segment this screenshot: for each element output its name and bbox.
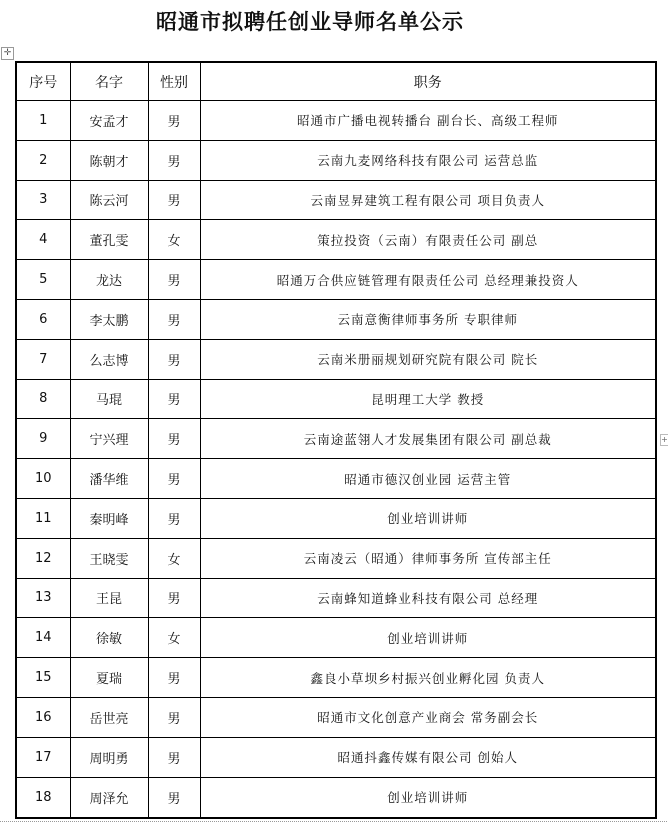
- cell-position: 鑫良小草坝乡村振兴创业孵化园 负责人: [200, 658, 656, 698]
- cell-position: 昭通万合供应链管理有限责任公司 总经理兼投资人: [200, 260, 656, 300]
- cell-index: 13: [16, 578, 70, 618]
- cell-gender: 男: [148, 777, 200, 818]
- cell-position: 云南昱昇建筑工程有限公司 项目负责人: [200, 180, 656, 220]
- table-row: [16, 260, 656, 300]
- cell-index: 12: [16, 538, 70, 578]
- cell-position: 云南蜂知道蜂业科技有限公司 总经理: [200, 578, 656, 618]
- cell-gender: 女: [148, 618, 200, 658]
- table-row: [16, 697, 656, 737]
- table-header-row: [16, 62, 656, 101]
- cell-gender: 男: [148, 498, 200, 538]
- cell-index: 7: [16, 339, 70, 379]
- table-row: [16, 658, 656, 698]
- cell-name: 李太鹏: [70, 299, 148, 339]
- mentor-table: [15, 61, 657, 819]
- cell-gender: 男: [148, 737, 200, 777]
- cell-gender: 男: [148, 299, 200, 339]
- table-row: [16, 419, 656, 459]
- cell-gender: 男: [148, 578, 200, 618]
- cell-position: 云南米册丽规划研究院有限公司 院长: [200, 339, 656, 379]
- cell-gender: 男: [148, 379, 200, 419]
- cell-index: 8: [16, 379, 70, 419]
- cell-gender: 男: [148, 339, 200, 379]
- cell-gender: 女: [148, 538, 200, 578]
- table-row: [16, 578, 656, 618]
- header-name: 名字: [70, 62, 148, 101]
- table-row: [16, 299, 656, 339]
- table-row: [16, 538, 656, 578]
- cell-name: 么志博: [70, 339, 148, 379]
- cell-index: 14: [16, 618, 70, 658]
- cell-gender: 男: [148, 180, 200, 220]
- cell-name: 王晓雯: [70, 538, 148, 578]
- table-row: [16, 101, 656, 141]
- table-row: [16, 379, 656, 419]
- cell-gender: 男: [148, 101, 200, 141]
- cell-index: 17: [16, 737, 70, 777]
- cell-gender: 男: [148, 697, 200, 737]
- cell-name: 夏瑞: [70, 658, 148, 698]
- cell-index: 15: [16, 658, 70, 698]
- cell-index: 5: [16, 260, 70, 300]
- cell-name: 宁兴理: [70, 419, 148, 459]
- cell-position: 云南途蓝翎人才发展集团有限公司 副总裁: [200, 419, 656, 459]
- cell-name: 潘华维: [70, 459, 148, 499]
- table-row: [16, 737, 656, 777]
- cell-position: 云南意衡律师事务所 专职律师: [200, 299, 656, 339]
- header-position: 职务: [200, 62, 656, 101]
- cell-index: 9: [16, 419, 70, 459]
- cell-position: 昆明理工大学 教授: [200, 379, 656, 419]
- cell-index: 18: [16, 777, 70, 818]
- table-insert-marker-icon[interactable]: +: [661, 435, 668, 444]
- cell-position: 创业培训讲师: [200, 498, 656, 538]
- table-row: [16, 220, 656, 260]
- cell-name: 安孟才: [70, 101, 148, 141]
- cell-gender: 男: [148, 419, 200, 459]
- cell-name: 周明勇: [70, 737, 148, 777]
- table-row: [16, 459, 656, 499]
- cell-index: 16: [16, 697, 70, 737]
- cell-index: 6: [16, 299, 70, 339]
- cell-index: 1: [16, 101, 70, 141]
- cell-index: 10: [16, 459, 70, 499]
- cell-index: 2: [16, 140, 70, 180]
- cell-position: 策拉投资（云南）有限责任公司 副总: [200, 220, 656, 260]
- page-edge-divider: [0, 821, 667, 822]
- cell-gender: 女: [148, 220, 200, 260]
- cell-position: 云南凌云（昭通）律师事务所 宣传部主任: [200, 538, 656, 578]
- cell-gender: 男: [148, 658, 200, 698]
- header-gender: 性别: [148, 62, 200, 101]
- cell-position: 昭通市文化创意产业商会 常务副会长: [200, 697, 656, 737]
- table-row: [16, 180, 656, 220]
- cell-position: 昭通市德汉创业园 运营主管: [200, 459, 656, 499]
- table-row: [16, 339, 656, 379]
- table-row: [16, 777, 656, 818]
- cell-index: 11: [16, 498, 70, 538]
- page-title: 昭通市拟聘任创业导师名单公示: [156, 9, 464, 34]
- table-row: [16, 618, 656, 658]
- header-index: 序号: [16, 62, 70, 101]
- cell-index: 3: [16, 180, 70, 220]
- cell-name: 岳世亮: [70, 697, 148, 737]
- cell-name: 马琨: [70, 379, 148, 419]
- cell-name: 秦明峰: [70, 498, 148, 538]
- cell-name: 王昆: [70, 578, 148, 618]
- cell-name: 陈朝才: [70, 140, 148, 180]
- cell-name: 龙达: [70, 260, 148, 300]
- table-move-handle-icon[interactable]: ✛: [1, 47, 14, 60]
- table-body: [16, 101, 656, 819]
- cell-gender: 男: [148, 459, 200, 499]
- cell-name: 徐敏: [70, 618, 148, 658]
- cell-gender: 男: [148, 140, 200, 180]
- cell-position: 昭通抖鑫传媒有限公司 创始人: [200, 737, 656, 777]
- cell-name: 周泽允: [70, 777, 148, 818]
- table-row: [16, 140, 656, 180]
- cell-gender: 男: [148, 260, 200, 300]
- cell-index: 4: [16, 220, 70, 260]
- cell-position: 创业培训讲师: [200, 618, 656, 658]
- cell-position: 云南九麦网络科技有限公司 运营总监: [200, 140, 656, 180]
- cell-position: 创业培训讲师: [200, 777, 656, 818]
- table-row: [16, 498, 656, 538]
- cell-name: 陈云河: [70, 180, 148, 220]
- cell-name: 董孔雯: [70, 220, 148, 260]
- cell-position: 昭通市广播电视转播台 副台长、高级工程师: [200, 101, 656, 141]
